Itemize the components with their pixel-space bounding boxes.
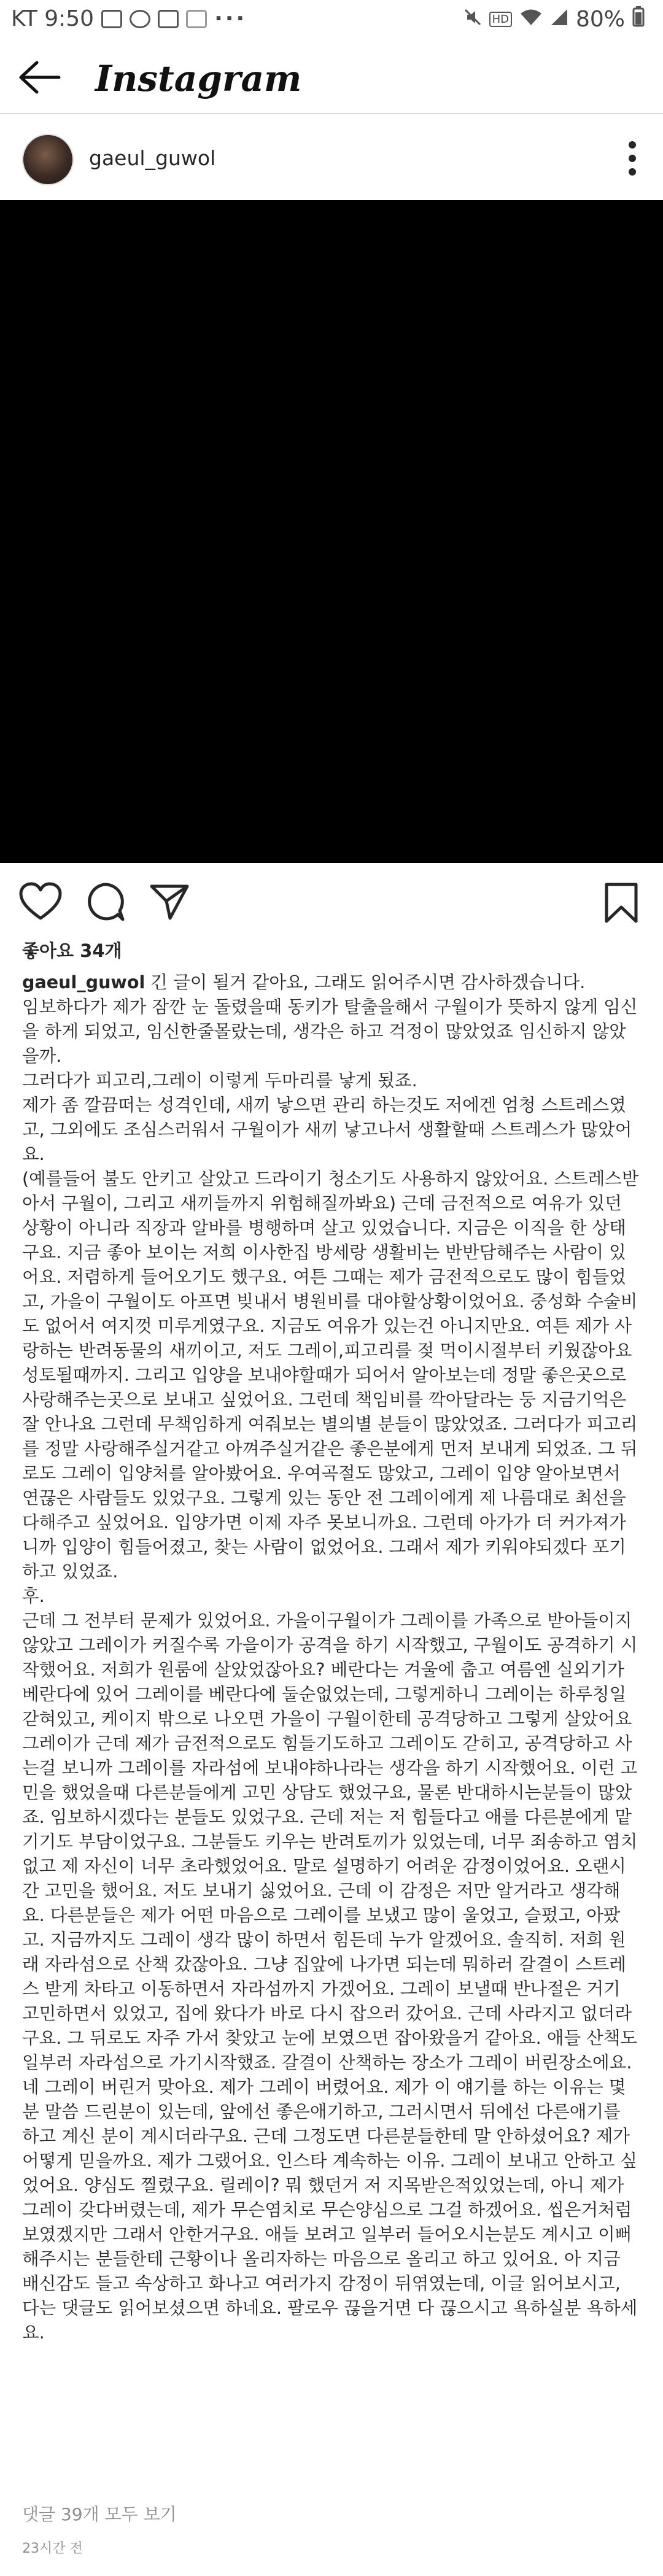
caption-text: 긴 글이 될거 같아요, 그래도 읽어주시면 감사하겠습니다. 임보하다가 제가 잠깐 눈 돌렸을때 동키가 탈출을해서 구월이가 뜻하지 않게 임신을 하게 되었고, 임신한줄몰랐는데, 생각은 하고 걱정이 많았었죠 임신하지 않았을까. 그러다가 피고리,그레이 이렇게 두마리를 낳게 됬죠. 제가 좀 깔끔떠는 성격인데, 새끼 낳으면 관리 하는것도 저에겐 엄청 스트레스였고, 그외에도 조심스러워서 구월이가 새끼 낳고나서 생활할때 스트레스가 많았어요. (예를들어 불도 안키고 살았고 드라이기 청소기도 사용하지 않았어요. 스트레스받아서 구월이, 그리고 새끼들까지 위험해질까봐요) 근데 금전적으로 여유가 있던 상황이 아니라 직장과 알바를 병행하며 살고 있었습니다. 지금은 이직을 한 상태구요. 지금 좋아 보이는 저희 이사한집 방세랑 생활비는 반반담해주는 사람이 있어요. 저렴하게 들어오기도 했구요. 여튼 그때는 제가 금전적으로도 많이 힘들었고, 가을이 구월이도 아프면 빚내서 병원비를 대야할상황이었어요. 중성화 수술비도 없어서 여지껏 미루게였구요. 지금도 여유가 있는건 아니지만요. 여튼 제가 사랑하는 반려동물의 새끼이고, 저도 그레이,피고리를 젖 먹이시절부터 키웠잖아요 성토될때까지. 그리고 입양을 보내야할때가 되어서 알아보는데 정말 좋은곳으로 사랑해주는곳으로 보내고 싶었어요. 그런데 책임비를 깍아달라는 둥 지금기억은 잘 안나요 그런데 무책임하게 여줘보는 별의별 분들이 많았었죠. 그러다가 피고리를 정말 사랑해주실거같고 아껴주실거같은 좋은분에게 먼저 보내게 되었죠. 그 뒤로도 그레이 입양처를 알아봤어요. 우여곡절도 많았고, 그레이 입양 알아보면서 연끊은 사람들도 있었구요. 그렇게 있는 동안 전 그레이에게 제 나름대로 최선을 다해주고 싶었어요. 입양가면 이제 자주 못보니까요. 그런데 아가가 더 커가져가니까 입양이 힘들어졌고, 찾는 사람이 없었어요. 그래서 제가 키워야되겠다 포기하고 있었죠. 후. 근데 그 전부터 문제가 있었어요. 가을이구월이가 그레이를 가족으로 받아들이지 않았고 그레이가 커질수록 가을이가 공격을 하기 시작했고, 구월이도 공격하기 시작했어요. 저희가 원룸에 살았었잖아요? 베란다는 겨울에 춥고 여름엔 실외기가 베란다에 있어 그레이를 베란다에 둘순없었는데, 그렇게하니 그레이는 하루칭일 갇혀있고, 케이지 밖으로 나오면 가을이 구월이한테 공격당하고 그렇게 살았어요 그레이가 근데 제가 금전적으로도 힘들기도하고 그레이도 갇히고, 공격당하고 사는걸 보니까 그레이를 자라섬에 보내야하나라는 생각을 하기 시작했어요. 이런 고민을 했었을때 다른분들에게 고민 상담도 했었구요, 물론 반대하시는분들이 많았죠. 임보하시겠다는 분들도 있었구요. 근데 저는 저 힘들다고 애를 다른분에게 맡기기도 부담이었구요. 그분들도 키우는 반려토끼가 있었는데, 너무 죄송하고 염치없고 제 자신이 너무 초라했었어요. 말로 설명하기 어려운 감정이었어요. 오랜시간 고민을 했어요. 저도 보내기 싫었어요. 근데 이 감정은 저만 알거라고 생각해요. 다른분들은 제가 어떤 마음으로 그레이를 보냈고 많이 울었고, 슬펐고, 아팠고. 지금까지도 그레이 생각 많이 하면서 힘든데 누가 알겠어요. 솔직히. 저희 원래 자라섬으로 산책 갔잖아요. 그냥 집앞에 나가면 되는데 뭐하러 갈결이 스트레스 받게 차타고 이동하면서 자라섬까지 가겠어요. 그레이 보낼때 반나절은 거기 고민하면서 있었고, 집에 왔다가 바로 다시 잡으러 갔어요. 근데 사라지고 없더라구요. 그 뒤로도 자주 가서 찾았고 눈에 보였으면 잡아왔을거 같아요. 애들 산책도 일부러 자라섬으로 가기시작했죠. 갈결이 산책하는 장소가 그레이 버린장소에요. 네 그레이 버린거 맞아요. 제가 그레이 버렸어요. 제가 이 얘기를 하는 이유는 몇분 말씀 드린분이 있는데, 앞에선 좋은애기하고, 그러시면서 뒤에선 다른애기를 하고 계신 분이 계시더라구요. 근데 그정도면 다른분들한테 말 안하셨어요? 제가 어떻게 믿을까요. 제가 그랬어요. 인스타 계속하는 이유. 그레이 보내고 안하고 싶었어요. 양심도 찔렸구요. 릴레이? 뭐 했던거 저 지목받은적있었는데, 아니 제가 그레이 갖다버렸는데, 제가 무슨염치로 무슨양심으로 그걸 하겠어요. 씹은거처럼 보였겠지만 그래서 안한거구요. 애들 보려고 일부러 들어오시는분도 계시고 이뻐해주시는 분들한테 근황이나 올리자하는 마음으로 올리고 하고 있어요. 아 지금 배신감도 들고 속상하고 화나고 여러가지 감정이 뒤엮였는데, 이글 읽어보시고, 다는 댓글도 읽어보셨으면 하네요. 팔로우 끊을거면 다 끊으시고 욕하실분 욕하세요. — [22, 972, 639, 2343]
status-bar — [0, 0, 663, 42]
signal-icon — [550, 7, 568, 32]
more-options-button[interactable] — [627, 140, 637, 177]
share-send-icon[interactable] — [149, 881, 190, 922]
post-actions — [0, 863, 663, 937]
gallery-notification-icon — [101, 10, 122, 28]
post-caption — [22, 970, 642, 2345]
wifi-icon — [519, 7, 543, 32]
mute-icon — [463, 7, 482, 32]
battery-icon — [632, 6, 645, 33]
mail-notification-icon — [158, 10, 179, 28]
more-vertical-icon — [627, 140, 637, 177]
like-heart-icon[interactable] — [18, 881, 63, 922]
post-header — [0, 114, 663, 200]
battery-text: 80% — [575, 7, 625, 32]
app-bar — [0, 42, 663, 114]
back-arrow-icon — [18, 59, 61, 96]
post-media[interactable] — [0, 200, 663, 863]
save-bookmark-icon[interactable] — [603, 881, 639, 924]
carrier-time: KT 9:50 — [11, 6, 95, 31]
avatar[interactable] — [22, 134, 74, 185]
post-username[interactable]: gaeul_guwol — [89, 146, 216, 170]
instagram-logo: Instagram — [95, 58, 302, 99]
app-notification-icon — [186, 10, 207, 28]
more-notifications-icon: ··· — [214, 6, 247, 31]
post-timestamp: 23시간 전 — [22, 2541, 83, 2556]
status-bar-left — [11, 6, 247, 31]
status-bar-right — [463, 6, 645, 33]
comment-bubble-icon[interactable] — [85, 881, 125, 922]
view-all-comments-link[interactable]: 댓글 39개 모두 보기 — [22, 2504, 177, 2524]
caption-username[interactable]: gaeul_guwol — [22, 972, 145, 992]
talk-notification-icon — [130, 10, 150, 28]
likes-count[interactable]: 좋아요 34개 — [22, 940, 122, 961]
hd-icon: HD — [489, 12, 512, 27]
back-button[interactable] — [18, 59, 61, 96]
